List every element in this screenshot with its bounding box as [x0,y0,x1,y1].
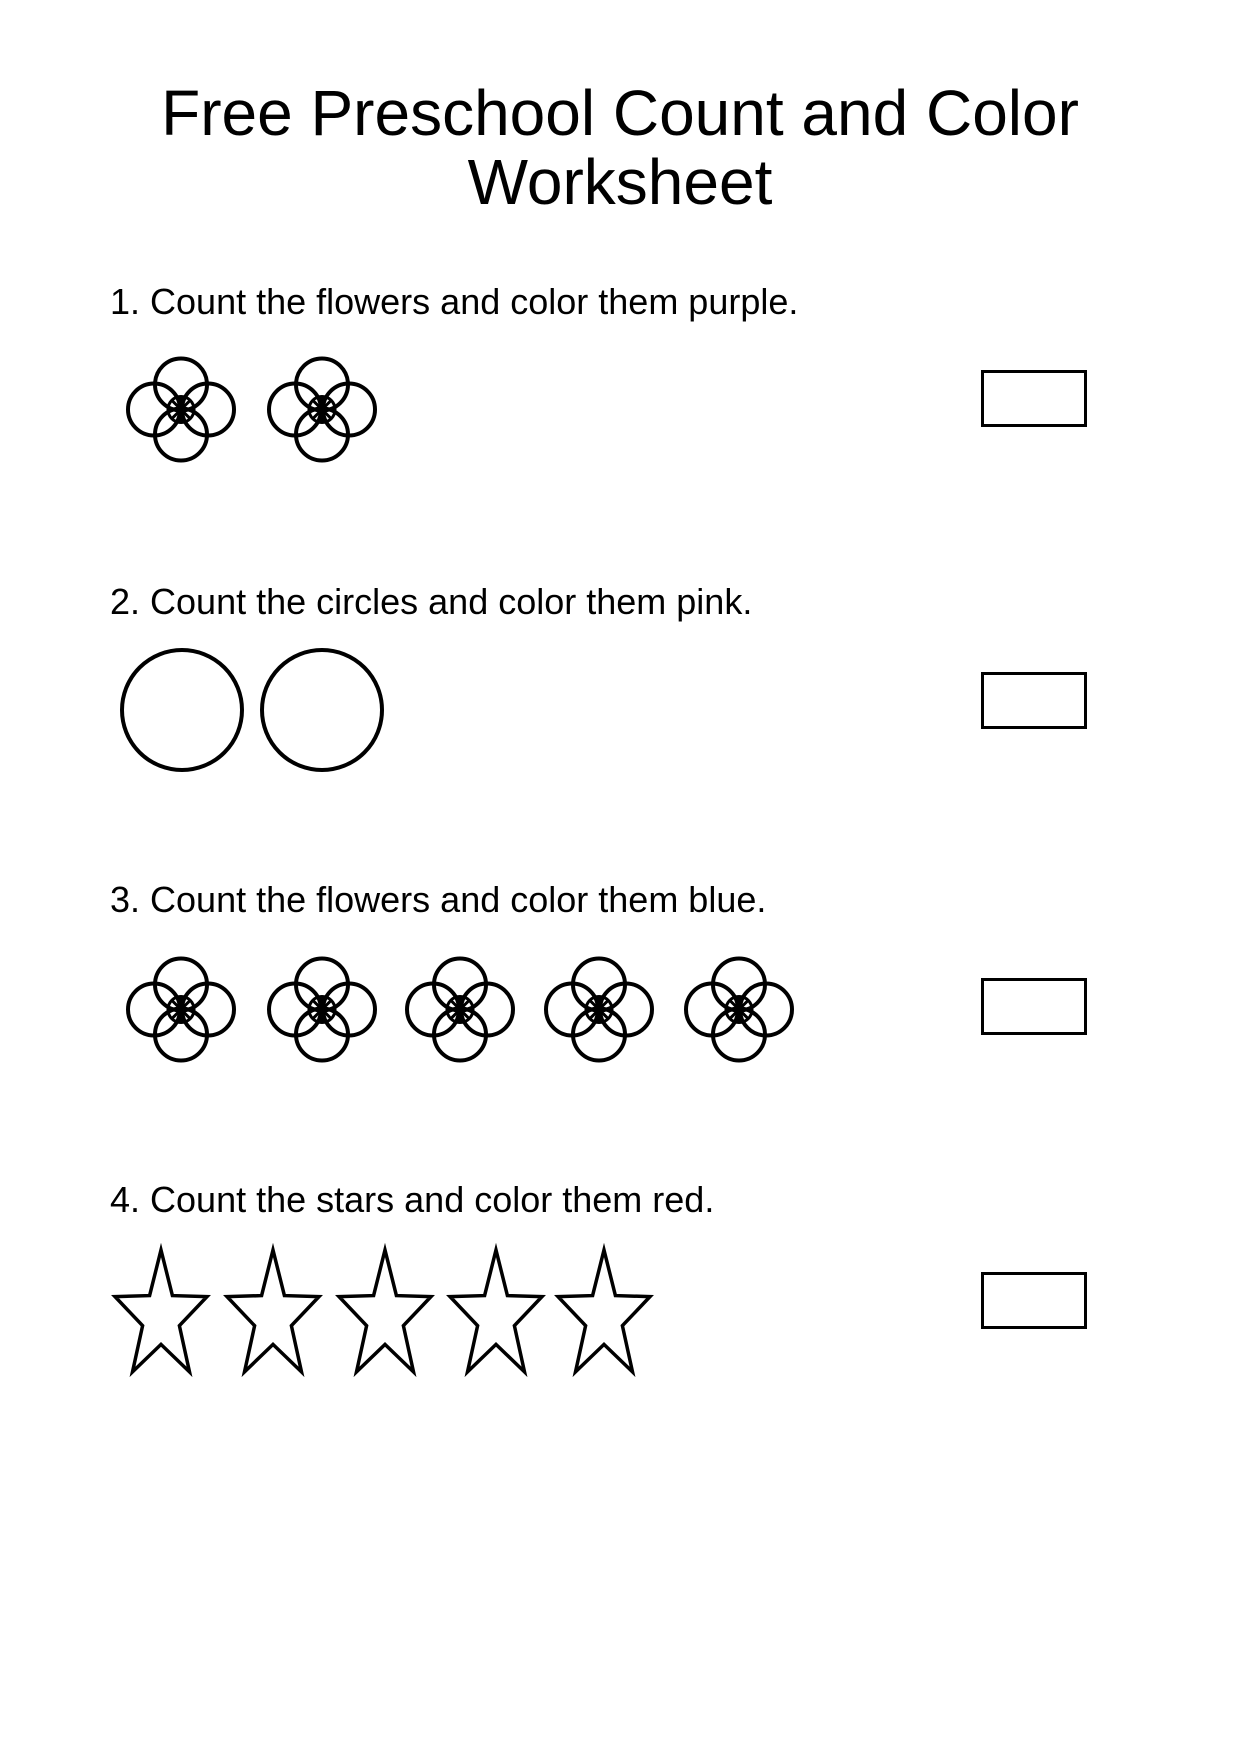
task-2-prompt: 2. Count the circles and color them pink. [110,581,753,622]
circle-shape[interactable] [120,648,244,772]
title-line-2: Worksheet [467,146,773,218]
star-shape[interactable] [227,1250,319,1372]
star-shape[interactable] [558,1250,650,1372]
flower-shape[interactable] [268,357,376,462]
task-3-prompt: 3. Count the flowers and color them blue. [110,879,767,920]
flower-shape[interactable] [685,957,793,1062]
task-3-answer-box[interactable] [981,978,1087,1035]
task-4-prompt: 4. Count the stars and color them red. [110,1179,715,1220]
star-shape[interactable] [450,1250,542,1372]
title-line-1: Free Preschool Count and Color [161,77,1079,149]
flower-shape[interactable] [127,357,235,462]
flower-shape[interactable] [127,957,235,1062]
flower-shape[interactable] [545,957,653,1062]
star-shape[interactable] [115,1250,207,1372]
task-2-answer-box[interactable] [981,672,1087,729]
circle-shape[interactable] [260,648,384,772]
task-1-answer-box[interactable] [981,370,1087,427]
worksheet-title [0,79,1240,217]
task-1-prompt: 1. Count the flowers and color them purple. [110,281,799,322]
flower-shape[interactable] [268,957,376,1062]
task-4-answer-box[interactable] [981,1272,1087,1329]
star-shape[interactable] [339,1250,431,1372]
flower-shape[interactable] [406,957,514,1062]
